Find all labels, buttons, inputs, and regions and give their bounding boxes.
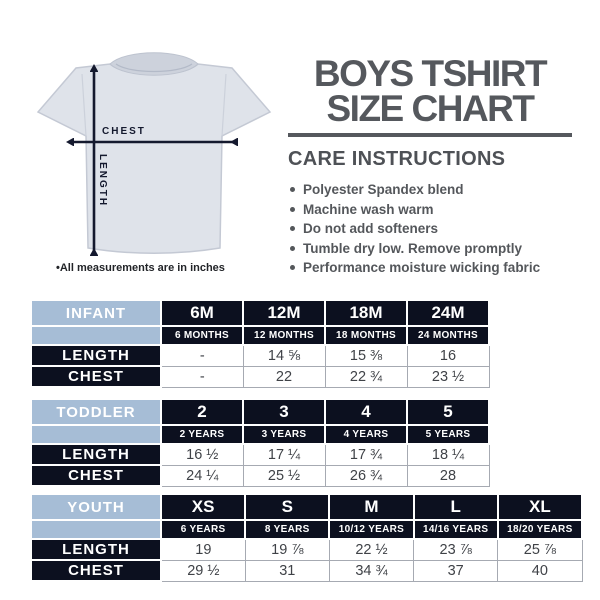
spacer-cell (31, 425, 161, 444)
value-cell: 23 ½ (407, 366, 489, 387)
table-row (31, 465, 489, 486)
measurements-footnote: •All measurements are in inches (56, 262, 225, 274)
size-cell: L (414, 494, 498, 520)
row-label-cell: CHEST (31, 465, 161, 486)
value-cell: 16 (407, 345, 489, 366)
bullet-icon (290, 226, 295, 231)
value-cell: 19 ⅞ (245, 539, 329, 560)
care-instructions-heading: CARE INSTRUCTIONS (288, 148, 506, 170)
table-row (31, 345, 489, 366)
value-cell: 26 ¾ (325, 465, 407, 486)
care-item (288, 219, 572, 239)
age-cell: 18 MONTHS (325, 326, 407, 345)
page-title-line2: SIZE CHART (326, 88, 534, 129)
value-cell: 29 ½ (161, 560, 245, 581)
care-item (288, 200, 572, 220)
value-cell: 25 ½ (243, 465, 325, 486)
care-item-text: Tumble dry low. Remove promptly (303, 240, 523, 256)
category-cell: INFANT (31, 300, 161, 326)
length-label: LENGTH (97, 154, 108, 208)
size-cell: 2 (161, 399, 243, 425)
table-row (31, 326, 489, 345)
size-cell: 3 (243, 399, 325, 425)
category-cell: TODDLER (31, 399, 161, 425)
title-block (288, 53, 572, 278)
spacer-cell (31, 520, 161, 539)
age-cell: 8 YEARS (245, 520, 329, 539)
value-cell: 17 ¾ (325, 444, 407, 465)
value-cell: 25 ⅞ (498, 539, 582, 560)
age-cell: 18/20 YEARS (498, 520, 582, 539)
table-row (31, 399, 489, 425)
care-item (288, 239, 572, 259)
size-cell: M (329, 494, 413, 520)
infant-size-table (30, 299, 490, 388)
value-cell: 31 (245, 560, 329, 581)
age-cell: 24 MONTHS (407, 326, 489, 345)
title-divider (288, 133, 572, 137)
size-cell: 5 (407, 399, 489, 425)
value-cell: 14 ⅝ (243, 345, 325, 366)
table-row (31, 560, 582, 581)
age-cell: 6 MONTHS (161, 326, 243, 345)
category-cell: YOUTH (31, 494, 161, 520)
age-cell: 3 YEARS (243, 425, 325, 444)
value-cell: 22 (243, 366, 325, 387)
size-cell: XS (161, 494, 245, 520)
row-label-cell: LENGTH (31, 345, 161, 366)
care-item-text: Performance moisture wicking fabric (303, 260, 541, 276)
tshirt-body (38, 53, 270, 254)
value-cell: 22 ¾ (325, 366, 407, 387)
table-row (31, 539, 582, 560)
age-cell: 4 YEARS (325, 425, 407, 444)
size-cell: S (245, 494, 329, 520)
age-cell: 5 YEARS (407, 425, 489, 444)
value-cell: 23 ⅞ (414, 539, 498, 560)
age-cell: 10/12 YEARS (329, 520, 413, 539)
age-cell: 12 MONTHS (243, 326, 325, 345)
tshirt-illustration (30, 52, 280, 282)
size-cell: 24M (407, 300, 489, 326)
toddler-size-table (30, 398, 490, 487)
chest-label: CHEST (102, 126, 146, 137)
table-row (31, 300, 489, 326)
youth-size-table (30, 493, 583, 582)
table-row (31, 425, 489, 444)
table-row (31, 444, 489, 465)
value-cell: 16 ½ (161, 444, 243, 465)
value-cell: 17 ¼ (243, 444, 325, 465)
age-cell: 14/16 YEARS (414, 520, 498, 539)
age-cell: 2 YEARS (161, 425, 243, 444)
size-cell: XL (498, 494, 582, 520)
bullet-icon (290, 187, 295, 192)
value-cell: 18 ¼ (407, 444, 489, 465)
table-row (31, 494, 582, 520)
table-row (31, 366, 489, 387)
care-item (288, 180, 572, 200)
table-row (31, 520, 582, 539)
bullet-icon (290, 265, 295, 270)
value-cell: 40 (498, 560, 582, 581)
value-cell: 19 (161, 539, 245, 560)
value-cell: 34 ¾ (329, 560, 413, 581)
size-cell: 6M (161, 300, 243, 326)
row-label-cell: LENGTH (31, 444, 161, 465)
size-cell: 4 (325, 399, 407, 425)
row-label-cell: CHEST (31, 366, 161, 387)
value-cell: 24 ¼ (161, 465, 243, 486)
bullet-icon (290, 246, 295, 251)
care-instructions-list (288, 180, 572, 278)
value-cell: - (161, 366, 243, 387)
care-item-text: Polyester Spandex blend (303, 182, 464, 198)
row-label-cell: CHEST (31, 560, 161, 581)
spacer-cell (31, 326, 161, 345)
care-item (288, 258, 572, 278)
value-cell: 15 ⅜ (325, 345, 407, 366)
tshirt-svg (30, 52, 280, 264)
care-item-text: Machine wash warm (303, 201, 434, 217)
value-cell: 28 (407, 465, 489, 486)
age-cell: 6 YEARS (161, 520, 245, 539)
row-label-cell: LENGTH (31, 539, 161, 560)
value-cell: 37 (414, 560, 498, 581)
size-cell: 12M (243, 300, 325, 326)
value-cell: - (161, 345, 243, 366)
size-cell: 18M (325, 300, 407, 326)
page-title-line1: BOYS TSHIRT (313, 53, 547, 94)
value-cell: 22 ½ (329, 539, 413, 560)
care-item-text: Do not add softeners (303, 221, 439, 237)
bullet-icon (290, 207, 295, 212)
